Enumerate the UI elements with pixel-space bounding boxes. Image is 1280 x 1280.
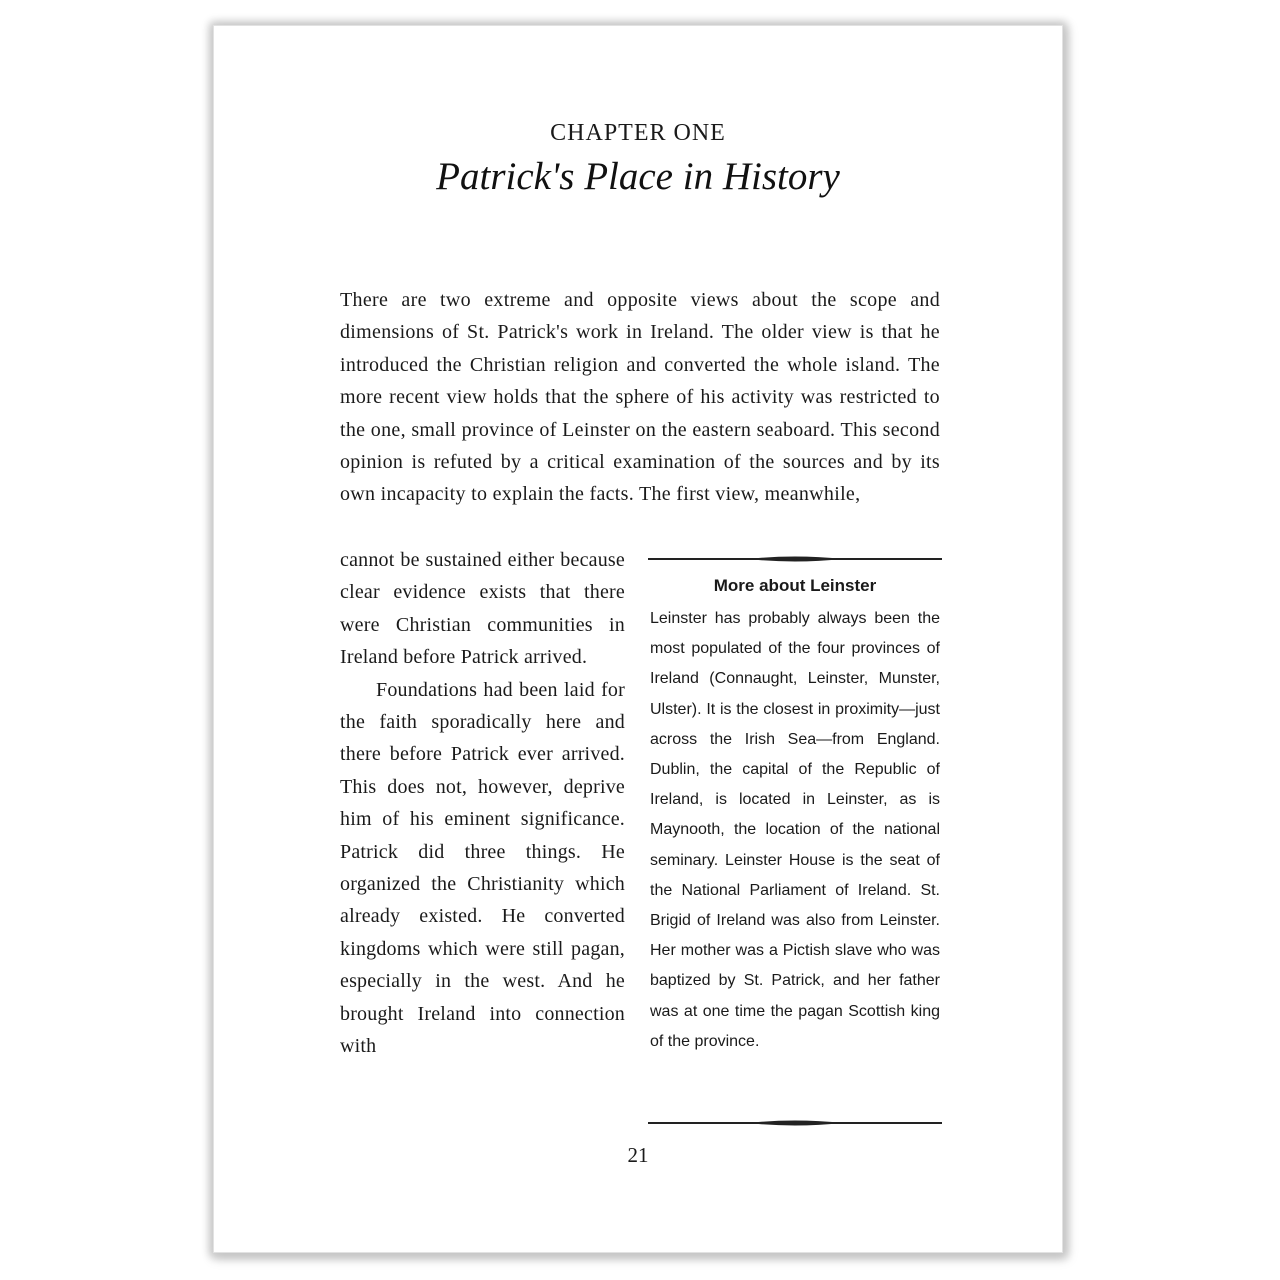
book-page <box>214 26 1062 1252</box>
sidebar-box <box>648 554 942 1134</box>
sidebar-title: More about Leinster <box>713 576 877 595</box>
continuation-paragraph: cannot be sustained either because clear evidence exists that there were Christian communities in Ireland before Patrick arrived. <box>340 549 625 669</box>
chapter-title: Patrick's Place in History <box>436 155 840 198</box>
second-paragraph: Foundations had been laid for the faith sporadically here and there before Patrick ever arrived. This does not, however, deprive him of his eminent significance. Patrick did three things. He organized the Christianity which already existed. He converted kingdoms which were still pagan, especially in the west. And he brought Ireland into connection with <box>340 678 625 1058</box>
page-number: 21 <box>627 1143 649 1167</box>
sidebar-top-rule <box>648 554 942 566</box>
intro-paragraph: There are two extreme and opposite views about the scope and dimensions of St. Patrick's work in Ireland. The older view is that he introduced the Christian religion and converted the whole island. The more recent view holds that the sphere of his activity was restricted to the one, small province of Leinster on the eastern seaboard. This second opinion is refuted by a critical examination of the sources and by its own incapacity to explain the facts. The first view, meanwhile, <box>340 289 940 506</box>
left-column <box>340 544 625 1124</box>
sidebar-text: Leinster has probably always been the most populated of the four provinces of Ireland (Connaught, Leinster, Munster, Ulster). It is the closest in proximity—just across the Irish Sea—from England. Dublin, the capital of the Republic of Ireland, is located in Leinster, as is Maynooth, the location of the national seminary. Leinster House is the seat of the National Parliament of Ireland. St. Brigid of Ireland was also from Leinster. Her mother was a Pictish slave who was baptized by St. Patrick, and her father was at one time the pagan Scottish king of the province. <box>650 610 940 1050</box>
chapter-label: CHAPTER ONE <box>550 120 726 146</box>
sidebar-bottom-rule <box>648 1118 942 1130</box>
